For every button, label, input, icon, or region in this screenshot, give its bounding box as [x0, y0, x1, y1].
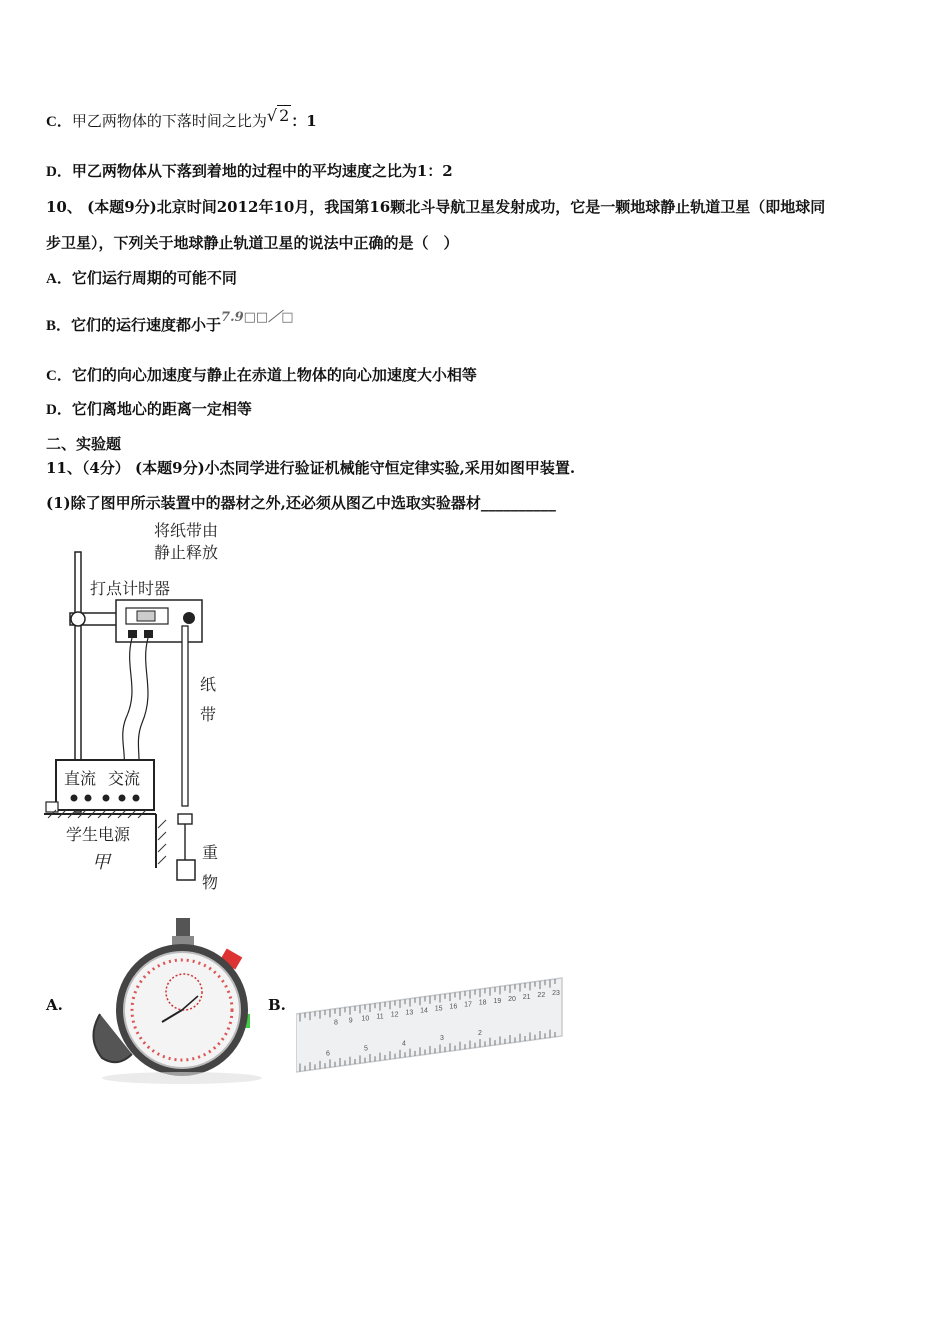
terminal-right [144, 630, 153, 638]
option-text: 甲乙两物体从下落到着地的过程中的平均速度之比为1：2 [71, 162, 453, 180]
label-dc: 直流 [64, 769, 97, 788]
option-text: 它们运行周期的可能不同 [71, 269, 237, 287]
ruler-top-label: 8 [334, 1019, 338, 1027]
label-power: 学生电源 [66, 825, 131, 844]
figure-option-b-letter: B. [268, 996, 286, 1014]
ruler-bottom-label: 3 [440, 1035, 444, 1043]
stopwatch-image [72, 918, 262, 1088]
weight [177, 860, 195, 880]
q10-option-c [46, 364, 477, 385]
paper-tape [182, 626, 188, 806]
option-letter: A． [46, 271, 72, 287]
ruler-top-label: 21 [522, 993, 531, 1001]
q9-option-d [46, 160, 453, 181]
ruler-top-label: 20 [508, 995, 516, 1003]
ruler-top-label: 12 [390, 1011, 399, 1019]
terminal-dot [85, 795, 92, 802]
label-tape-1: 纸 [200, 675, 217, 694]
q9-option-c [46, 106, 317, 131]
apparatus-figure [44, 518, 234, 896]
ruler-top-label: 13 [405, 1009, 414, 1017]
ruler-bottom-label: 4 [402, 1040, 406, 1048]
ruler-top-label: 18 [478, 999, 487, 1007]
terminal-dot [71, 795, 78, 802]
q10-option-d [46, 398, 252, 419]
option-letter: C． [46, 114, 72, 130]
ruler-top-label: 19 [493, 997, 502, 1005]
terminal-dot [103, 795, 110, 802]
option-letter: D． [46, 402, 72, 418]
label-release-2: 静止释放 [154, 543, 219, 562]
section-title: 二、实验题 [46, 435, 122, 453]
option-tail: ：1 [291, 112, 317, 130]
option-letter: D． [46, 164, 72, 180]
label-release-1: 将纸带由 [154, 521, 219, 540]
tape-clip [178, 814, 192, 824]
sqrt-expression: √ 2 [266, 106, 290, 125]
label-tape-2: 带 [200, 705, 217, 724]
ruler-bottom-label: 5 [364, 1045, 368, 1053]
option-letter: C． [46, 368, 72, 384]
ruler-image [296, 972, 564, 1076]
option-text: 它们离地心的距离一定相等 [71, 400, 252, 418]
q11-stem: 11、（4分） (本题9分)小杰同学进行验证机械能守恒定律实验,采用如图甲装置. [46, 459, 576, 477]
label-weight-1: 重 [202, 843, 219, 862]
q10-option-a [46, 267, 237, 288]
ruler-top-label: 9 [348, 1017, 353, 1025]
ruler-top-label: 22 [537, 991, 546, 999]
speed-unit-expression: 7.9□□／□ [221, 310, 294, 325]
label-weight-2: 物 [202, 873, 219, 892]
figure-option-a-letter: A. [46, 996, 63, 1014]
clamp-knob [71, 612, 85, 626]
ruler-top-label: 17 [464, 1001, 472, 1009]
option-text: 甲乙两物体的下落时间之比为 [71, 112, 267, 130]
sqrt-radicand: 2 [279, 106, 290, 125]
terminal-left [128, 630, 137, 638]
stopwatch-crown [176, 918, 190, 938]
terminal-dot [133, 795, 140, 802]
option-text: 它们的向心加速度与静止在赤道上物体的向心加速度大小相等 [71, 366, 477, 384]
label-jia: 甲 [92, 852, 110, 873]
option-text: 它们的运行速度都小于 [71, 316, 222, 334]
q10-stem-line2: 步卫星），下列关于地球静止轨道卫星的说法中正确的是（ ） [46, 234, 459, 252]
ruler-top-label: 10 [361, 1015, 370, 1023]
timer-magnet [137, 611, 155, 621]
label-timer: 打点计时器 [90, 579, 171, 598]
stopwatch-shadow [102, 1072, 262, 1084]
ruler-bottom-label: 6 [326, 1050, 330, 1058]
ruler-top-label: 14 [420, 1007, 428, 1015]
q10-stem-line1: 10、 (本题9分)北京时间2012年10月，我国第16颗北斗导航卫星发射成功，它是一颗地球静止轨道卫星（即地球同 [46, 198, 826, 216]
timer-needle [183, 612, 195, 624]
q10-option-b [46, 310, 294, 335]
ruler-top-label: 23 [552, 989, 560, 997]
q11-subquestion-1: (1)除了图甲所示装置中的器材之外,还必须从图乙中选取实验器材__________ [46, 494, 556, 512]
ruler-top-label: 11 [376, 1013, 384, 1021]
ruler-top-label: 16 [449, 1003, 458, 1011]
option-letter: B． [46, 318, 72, 334]
terminal-dot [119, 795, 126, 802]
ruler-bottom-label: 2 [478, 1030, 482, 1038]
ruler-top-label: 15 [434, 1005, 443, 1013]
label-ac: 交流 [108, 769, 141, 788]
